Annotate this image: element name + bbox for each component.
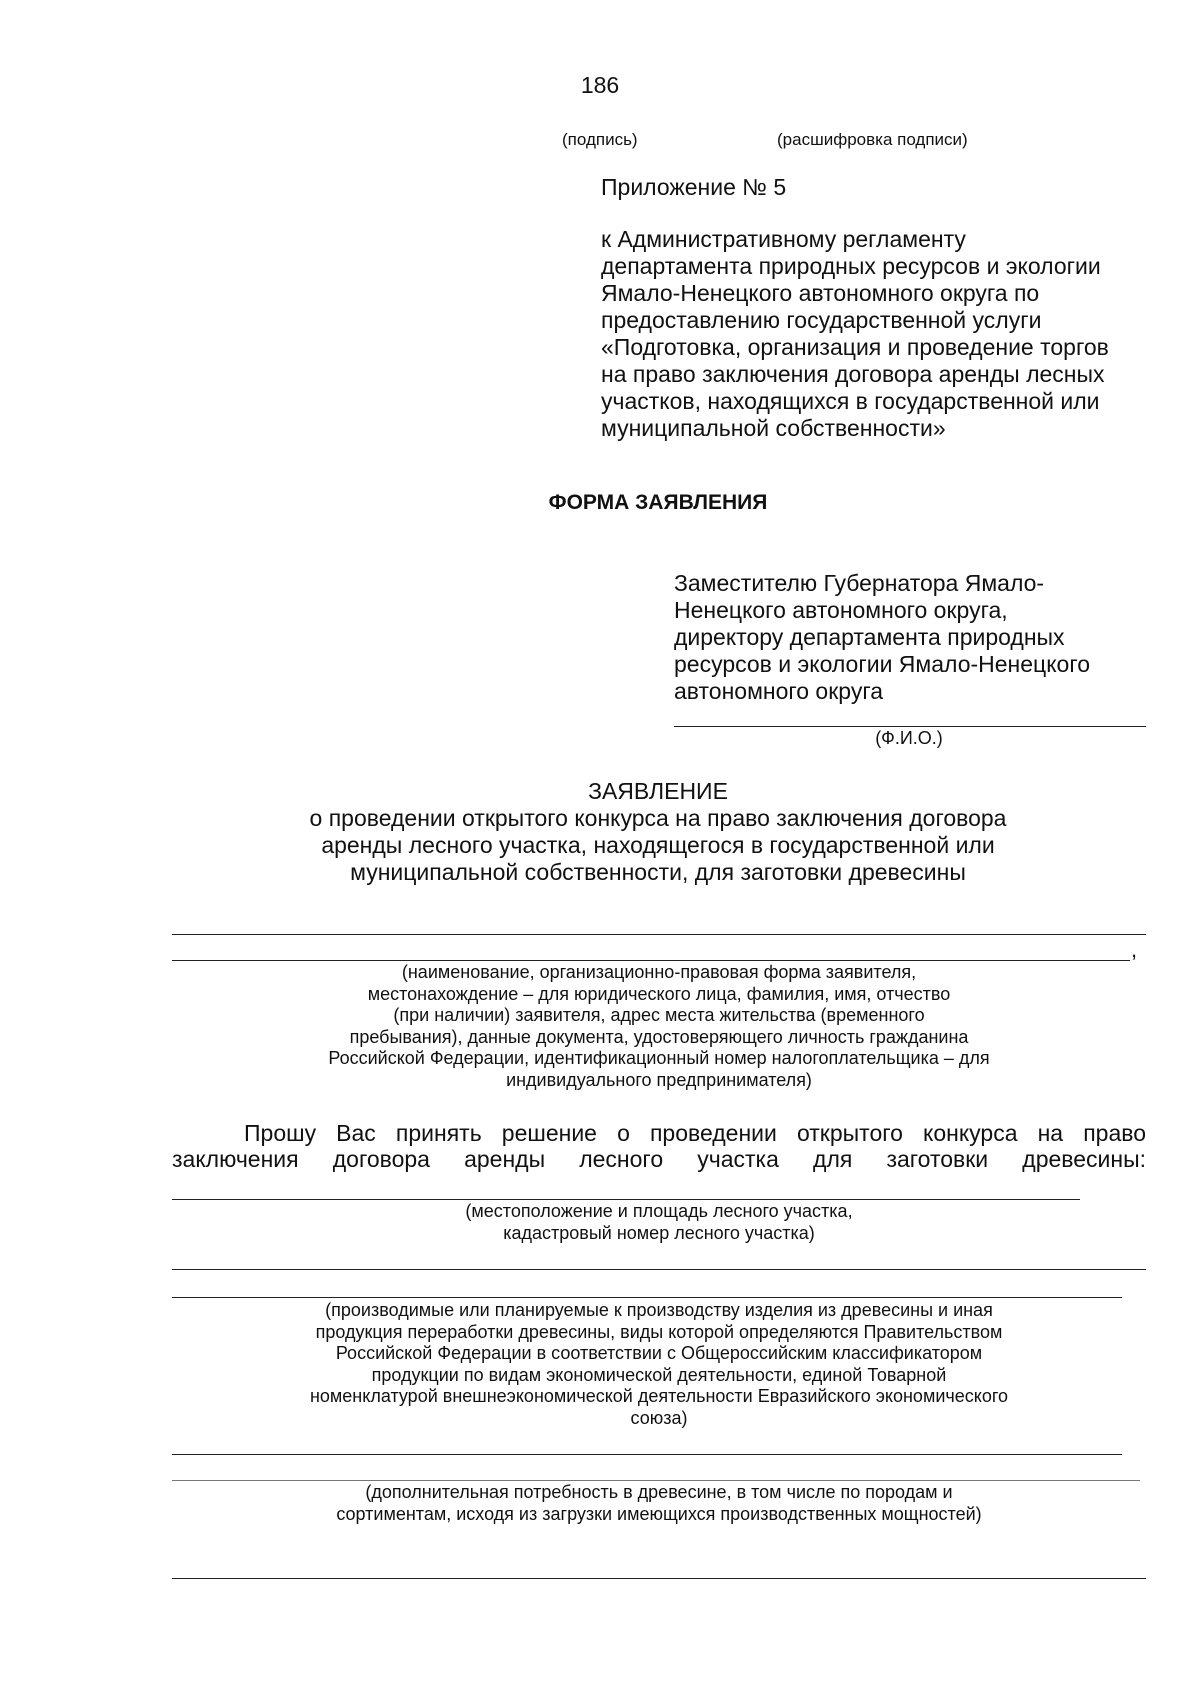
applicant-caption (172, 962, 1146, 1091)
products-caption (172, 1300, 1146, 1429)
form-title: ФОРМА ЗАЯВЛЕНИЯ (548, 491, 768, 514)
caption-line: Российской Федерации, идентификационный номер налогоплательщика – для (328, 1048, 990, 1068)
caption-line: продукции по видам экономической деятельности, единой Товарной (371, 1364, 947, 1385)
products-line-2[interactable] (172, 1297, 1122, 1298)
appendix-line: на право заключения договора аренды лесных (601, 361, 1105, 387)
application-title: ЗАЯВЛЕНИЕ (588, 778, 728, 804)
location-line[interactable] (172, 1199, 1080, 1200)
caption-line: кадастровый номер лесного участка) (503, 1222, 815, 1243)
location-caption (172, 1201, 1146, 1244)
caption-line: пребывания), данные документа, удостоверяющего личность гражданина (349, 1026, 969, 1047)
addressee-line: автономного округа (674, 678, 883, 704)
demand-line-2[interactable] (172, 1480, 1140, 1481)
caption-line: (производимые или планируемые к производству изделия из древесины и иная (325, 1300, 993, 1320)
applicant-line-2[interactable] (172, 960, 1130, 961)
signature-caption: (подпись) (562, 130, 638, 149)
appendix-line: предоставлению государственной услуги (601, 307, 1042, 333)
applicant-comma: , (1131, 937, 1138, 962)
caption-line: местонахождение – для юридического лица, фамилия, имя, отчество (367, 983, 951, 1004)
caption-line: (местоположение и площадь лесного участка, (465, 1201, 853, 1221)
appendix-line: участков, находящихся в государственной или (601, 388, 1100, 414)
caption-line: Российской Федерации в соответствии с Общероссийским классификатором (335, 1343, 983, 1363)
appendix-line: муниципальной собственности» (601, 415, 946, 441)
caption-line: номенклатурой внешнеэкономической деятельности Евразийского экономического (309, 1386, 1009, 1406)
demand-caption (172, 1482, 1146, 1525)
subtitle-line: о проведении открытого конкурса на право заключения договора (309, 805, 1007, 831)
addressee (674, 570, 1144, 705)
applicant-line-1[interactable] (172, 934, 1146, 935)
appendix-line: «Подготовка, организация и проведение торгов (601, 334, 1109, 360)
caption-line: (при наличии) заявителя, адрес места жительства (временного (393, 1005, 925, 1025)
subtitle-line: муниципальной собственности, для заготовки древесины (350, 859, 966, 885)
appendix-line: департамента природных ресурсов и экологии (601, 253, 1101, 279)
caption-line: (наименование, организационно-правовая форма заявителя, (401, 962, 917, 982)
page-number: 186 (580, 72, 620, 98)
caption-line: сортиментам, исходя из загрузки имеющихся производственных мощностей) (336, 1503, 982, 1524)
caption-line: союза) (630, 1407, 688, 1428)
appendix-text (601, 226, 1181, 442)
products-line-1[interactable] (172, 1269, 1146, 1270)
caption-line: продукция переработки древесины, виды которой определяются Правительством (315, 1321, 1003, 1342)
caption-line: индивидуального предпринимателя) (506, 1069, 812, 1090)
appendix-line: к Административному регламенту (601, 226, 966, 252)
addressee-line: ресурсов и экологии Ямало-Ненецкого (674, 651, 1090, 677)
subtitle-line: аренды лесного участка, находящегося в государственной или (321, 832, 995, 858)
final-line[interactable] (172, 1578, 1146, 1579)
appendix-line: Ямало-Ненецкого автономного округа по (601, 280, 1040, 306)
addressee-line: Заместителю Губернатора Ямало- (674, 570, 1045, 596)
request-text: Прошу Вас принять решение о проведении открытого конкурса на право заключения договора аренды лесного участка для заготовки древесины: (172, 1120, 1146, 1172)
appendix-title: Приложение № 5 (601, 174, 787, 200)
caption-line: (дополнительная потребность в древесине, в том числе по породам и (365, 1482, 953, 1502)
application-subtitle (0, 805, 1200, 886)
fio-line[interactable] (674, 726, 1146, 727)
addressee-line: Ненецкого автономного округа, (674, 597, 1008, 623)
fio-caption: (Ф.И.О.) (875, 728, 943, 748)
signature-decipher-caption: (расшифровка подписи) (777, 130, 968, 149)
addressee-line: директору департамента природных (674, 624, 1065, 650)
demand-line-1[interactable] (172, 1454, 1122, 1455)
request-paragraph (172, 1120, 1146, 1172)
